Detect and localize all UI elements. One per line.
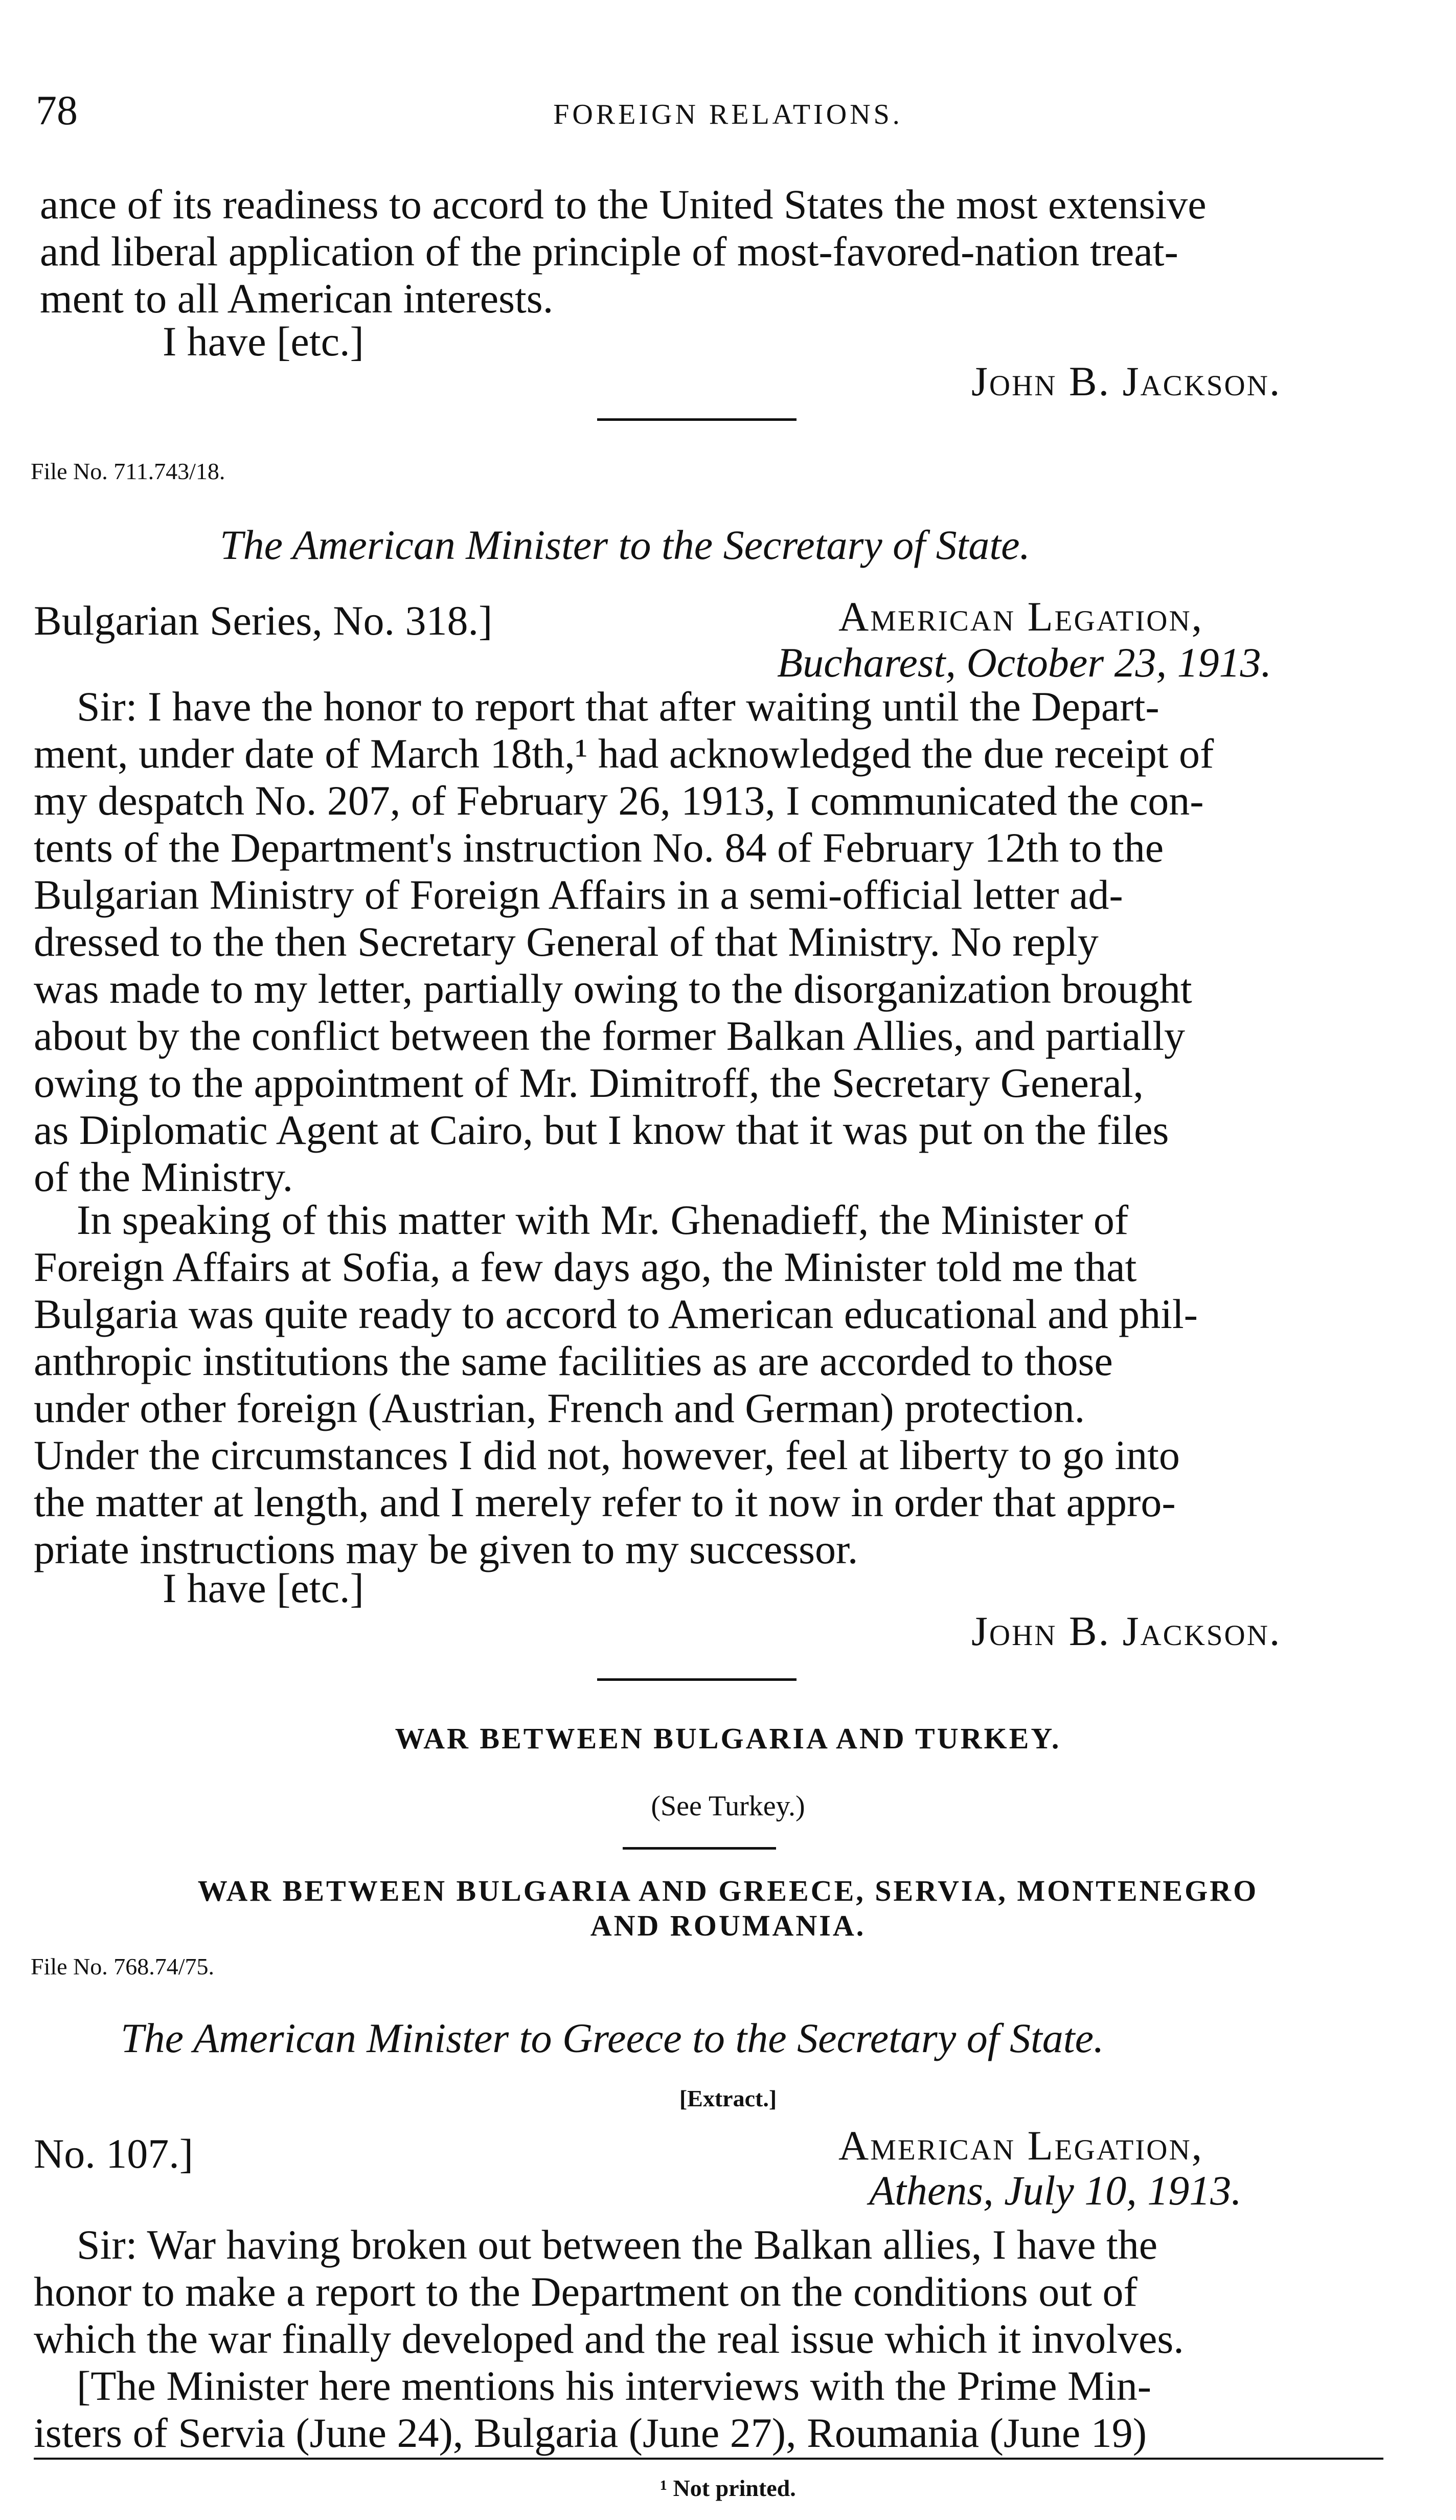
running-title: FOREIGN RELATIONS. — [553, 99, 903, 130]
place-date: Athens, July 10, 1913. — [869, 2167, 1242, 2214]
dispatch-number: No. 107.] — [34, 2130, 194, 2177]
paragraph-line: Sir: I have the honor to report that after waiting until the Depart- — [77, 683, 1159, 730]
paragraph-line: Sir: War having broken out between the Balkan allies, I have the — [77, 2221, 1158, 2268]
paragraph-line: Bulgaria was quite ready to accord to American educational and phil- — [34, 1291, 1198, 1337]
paragraph-line: anthropic institutions the same facilities as are accorded to those — [34, 1338, 1113, 1384]
paragraph-line: honor to make a report to the Department on the conditions out of — [34, 2268, 1138, 2315]
divider — [597, 418, 797, 421]
paragraph-line: of the Ministry. — [34, 1154, 293, 1200]
paragraph-line: Under the circumstances I did not, however, feel at liberty to go into — [34, 1432, 1180, 1478]
closing-formula: I have [etc.] — [163, 1565, 364, 1611]
page-number: 78 — [36, 87, 78, 133]
file-number: File No. 711.743/18. — [31, 458, 225, 484]
paragraph-line: tents of the Department's instruction No. 84 of February 12th to the — [34, 824, 1164, 871]
paragraph-line: In speaking of this matter with Mr. Ghenadieff, the Minister of — [77, 1197, 1129, 1243]
document-title: The American Minister to the Secretary of State. — [220, 522, 1031, 568]
paragraph-line: ment, under date of March 18th,¹ had acknowledged the due receipt of — [34, 730, 1214, 777]
paragraph-line: under other foreign (Austrian, French and German) protection. — [34, 1385, 1085, 1431]
paragraph-line: Foreign Affairs at Sofia, a few days ago, the Minister told me that — [34, 1244, 1137, 1290]
closing-formula: I have [etc.] — [163, 318, 364, 365]
section-heading: AND ROUMANIA. — [590, 1909, 866, 1942]
footnote: ¹ Not printed. — [660, 2475, 796, 2501]
paragraph-line: was made to my letter, partially owing to the disorganization brought — [34, 965, 1192, 1012]
paragraph-line: as Diplomatic Agent at Cairo, but I know that it was put on the files — [34, 1107, 1169, 1153]
continuation-line: ance of its readiness to accord to the United States the most extensive — [40, 181, 1207, 228]
place-date: Bucharest, October 23, 1913. — [777, 639, 1272, 686]
divider — [597, 1678, 797, 1681]
paragraph-line: Bulgarian Ministry of Foreign Affairs in a semi-official letter ad- — [34, 871, 1123, 918]
series-number: Bulgarian Series, No. 318.] — [34, 597, 493, 644]
paragraph-line: owing to the appointment of Mr. Dimitroff, the Secretary General, — [34, 1060, 1144, 1106]
paragraph-line: dressed to the then Secretary General of that Ministry. No reply — [34, 918, 1099, 965]
footnote-rule — [34, 2458, 1383, 2460]
signature: John B. Jackson. — [971, 1608, 1282, 1654]
legation: American Legation, — [838, 2122, 1204, 2169]
extract-note: [Extract.] — [679, 2085, 777, 2111]
paragraph-line: about by the conflict between the former Balkan Allies, and partially — [34, 1012, 1185, 1059]
section-heading: WAR BETWEEN BULGARIA AND GREECE, SERVIA, MONTENEGRO — [197, 1874, 1259, 1907]
divider — [623, 1847, 776, 1850]
cross-reference-text: (See Turkey.) — [651, 1790, 805, 1822]
section-heading: WAR BETWEEN BULGARIA AND TURKEY. — [395, 1722, 1061, 1755]
file-number: File No. 768.74/75. — [31, 1953, 215, 1979]
document-title: The American Minister to Greece to the Secretary of State. — [121, 2015, 1104, 2061]
paragraph-line: priate instructions may be given to my successor. — [34, 1526, 858, 1572]
paragraph-line: my despatch No. 207, of February 26, 1913, I communicated the con- — [34, 777, 1204, 824]
signature: John B. Jackson. — [971, 358, 1282, 404]
legation: American Legation, — [838, 593, 1204, 640]
paragraph-line: [The Minister here mentions his interviews with the Prime Min- — [77, 2362, 1152, 2409]
paragraph-line: the matter at length, and I merely refer to it now in order that appro- — [34, 1479, 1176, 1525]
continuation-line: and liberal application of the principle of most-favored-nation treat- — [40, 228, 1178, 275]
cross-reference — [0, 1790, 1456, 1822]
paragraph-line: which the war finally developed and the real issue which it involves. — [34, 2315, 1184, 2362]
paragraph-line: isters of Servia (June 24), Bulgaria (June 27), Roumania (June 19) — [34, 2410, 1147, 2456]
continuation-line: ment to all American interests. — [40, 275, 554, 322]
